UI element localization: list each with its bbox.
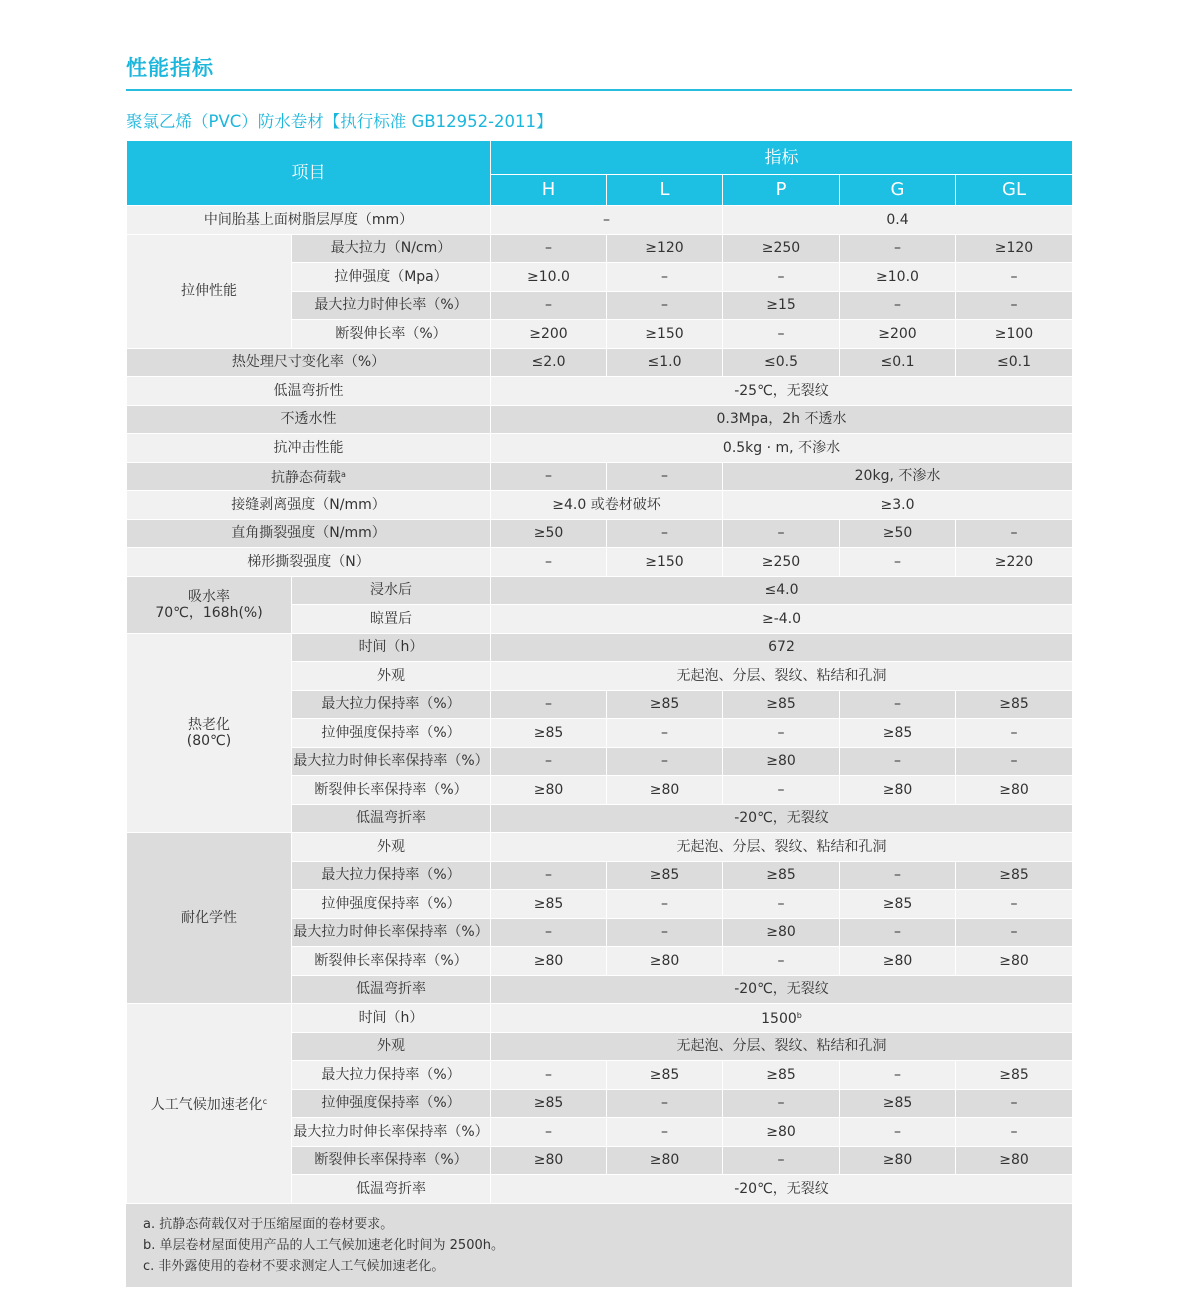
cell: ≥85 xyxy=(723,1061,840,1090)
cell: – xyxy=(723,320,840,349)
value-text: 1500 xyxy=(761,1011,797,1028)
row-label xyxy=(127,462,491,491)
cell: ≥120 xyxy=(607,234,723,263)
cell: ≤1.0 xyxy=(607,348,723,377)
row-label: 抗冲击性能 xyxy=(127,434,491,463)
row-label: 断裂伸长率保持率（%） xyxy=(292,947,491,976)
cell: ≥80 xyxy=(956,947,1073,976)
cell: 0.5kg · m, 不渗水 xyxy=(491,434,1073,463)
row-label: 拉伸强度保持率（%） xyxy=(292,719,491,748)
cell: ≥80 xyxy=(491,776,607,805)
cell: 无起泡、分层、裂纹、粘结和孔洞 xyxy=(491,1032,1073,1061)
cell: – xyxy=(723,263,840,292)
cell: ≥85 xyxy=(607,1061,723,1090)
table-row xyxy=(127,1004,1073,1033)
cell: – xyxy=(840,918,956,947)
cell: ≥85 xyxy=(956,690,1073,719)
cell: – xyxy=(491,747,607,776)
cell: ≥85 xyxy=(723,861,840,890)
cell: ≥80 xyxy=(840,776,956,805)
cell: – xyxy=(607,519,723,548)
header-type-g: G xyxy=(840,175,956,206)
cell: – xyxy=(723,947,840,976)
cell: ≥100 xyxy=(956,320,1073,349)
group-label: 耐化学性 xyxy=(127,833,292,1004)
cell: – xyxy=(956,719,1073,748)
cell: ≥85 xyxy=(956,861,1073,890)
table-row xyxy=(127,491,1073,520)
cell: – xyxy=(607,719,723,748)
row-label: 时间（h） xyxy=(292,633,491,662)
cell: ≥85 xyxy=(607,690,723,719)
row-label: 断裂伸长率保持率（%） xyxy=(292,1146,491,1175)
cell: – xyxy=(491,1118,607,1147)
page-title: 性能指标 xyxy=(126,56,214,80)
cell: ≤2.0 xyxy=(491,348,607,377)
cell: – xyxy=(840,234,956,263)
header-row xyxy=(127,141,1073,175)
cell: – xyxy=(607,890,723,919)
cell: – xyxy=(491,861,607,890)
spec-table xyxy=(126,140,1073,1204)
row-label: 热处理尺寸变化率（%） xyxy=(127,348,491,377)
cell: 672 xyxy=(491,633,1073,662)
row-label: 低温弯折率 xyxy=(292,804,491,833)
row-label: 梯形撕裂强度（N） xyxy=(127,548,491,577)
cell: ≥120 xyxy=(956,234,1073,263)
group-label xyxy=(127,633,292,833)
row-label: 接缝剥离强度（N/mm） xyxy=(127,491,491,520)
row-label: 最大拉力时伸长率（%） xyxy=(292,291,491,320)
cell: ≥80 xyxy=(491,1146,607,1175)
cell: – xyxy=(840,861,956,890)
cell: -20℃，无裂纹 xyxy=(491,1175,1073,1204)
cell: – xyxy=(607,263,723,292)
cell: – xyxy=(491,548,607,577)
table-row xyxy=(127,548,1073,577)
cell: ≥50 xyxy=(840,519,956,548)
cell: – xyxy=(723,1089,840,1118)
header-type-p: P xyxy=(723,175,840,206)
cell: 0.4 xyxy=(723,206,1073,235)
label-text: 抗静态荷载 xyxy=(271,469,342,486)
row-label: 低温弯折性 xyxy=(127,377,491,406)
cell: ≥80 xyxy=(723,918,840,947)
cell: – xyxy=(607,462,723,491)
cell: – xyxy=(723,890,840,919)
title-divider xyxy=(126,89,1072,91)
table-subtitle: 聚氯乙烯（PVC）防水卷材【执行标准 GB12952-2011】 xyxy=(126,112,553,131)
row-label: 拉伸强度保持率（%） xyxy=(292,890,491,919)
cell: – xyxy=(723,776,840,805)
group-label-line: 70℃，168h(%) xyxy=(155,604,263,621)
group-label xyxy=(127,1004,292,1204)
cell: ≥80 xyxy=(956,1146,1073,1175)
cell: ≤0.1 xyxy=(840,348,956,377)
row-label: 直角撕裂强度（N/mm） xyxy=(127,519,491,548)
group-label: 拉伸性能 xyxy=(127,234,292,348)
cell: ≥85 xyxy=(607,861,723,890)
row-label: 最大拉力保持率（%） xyxy=(292,690,491,719)
row-label: 拉伸强度保持率（%） xyxy=(292,1089,491,1118)
cell: ≥200 xyxy=(840,320,956,349)
cell: ≥80 xyxy=(956,776,1073,805)
cell: – xyxy=(491,690,607,719)
header-item: 项目 xyxy=(127,141,491,206)
label-text: 人工气候加速老化 xyxy=(150,1096,263,1113)
footnote-mark: c xyxy=(262,1096,268,1106)
cell: – xyxy=(607,918,723,947)
cell: ≥220 xyxy=(956,548,1073,577)
cell: 无起泡、分层、裂纹、粘结和孔洞 xyxy=(491,833,1073,862)
cell: – xyxy=(491,918,607,947)
cell: – xyxy=(491,1061,607,1090)
cell: – xyxy=(840,747,956,776)
cell: – xyxy=(956,291,1073,320)
group-label-line: (80℃) xyxy=(186,732,232,749)
cell: ≥150 xyxy=(607,548,723,577)
table-row xyxy=(127,434,1073,463)
cell: – xyxy=(607,1118,723,1147)
cell: – xyxy=(723,519,840,548)
cell: ≥85 xyxy=(491,1089,607,1118)
cell: – xyxy=(956,263,1073,292)
table-row xyxy=(127,348,1073,377)
cell: -25℃，无裂纹 xyxy=(491,377,1073,406)
footnote: b. 单层卷材屋面使用产品的人工气候加速老化时间为 2500h。 xyxy=(143,1238,504,1253)
cell: 20kg, 不渗水 xyxy=(723,462,1073,491)
row-label: 最大拉力时伸长率保持率（%） xyxy=(292,747,491,776)
cell: ≤4.0 xyxy=(491,576,1073,605)
cell: ≥80 xyxy=(491,947,607,976)
cell: – xyxy=(491,462,607,491)
row-label: 外观 xyxy=(292,662,491,691)
cell: ≥50 xyxy=(491,519,607,548)
cell: – xyxy=(840,690,956,719)
table-row xyxy=(127,377,1073,406)
table-row xyxy=(127,576,1073,605)
cell: – xyxy=(491,291,607,320)
cell: – xyxy=(840,548,956,577)
cell: ≥200 xyxy=(491,320,607,349)
cell: ≥80 xyxy=(607,947,723,976)
cell: – xyxy=(956,918,1073,947)
cell: ≥80 xyxy=(723,747,840,776)
table-row xyxy=(127,833,1073,862)
cell: ≤0.1 xyxy=(956,348,1073,377)
group-label-line: 吸水率 xyxy=(188,588,230,605)
cell: ≥250 xyxy=(723,234,840,263)
cell: ≥85 xyxy=(723,690,840,719)
footnote-mark: b xyxy=(796,1011,802,1021)
cell: ≥80 xyxy=(607,776,723,805)
group-label-line: 热老化 xyxy=(188,716,230,733)
cell: ≥10.0 xyxy=(491,263,607,292)
cell: ≥150 xyxy=(607,320,723,349)
row-label: 最大拉力（N/cm） xyxy=(292,234,491,263)
cell: ≥80 xyxy=(840,947,956,976)
cell: ≥85 xyxy=(491,890,607,919)
table-row xyxy=(127,519,1073,548)
row-label: 时间（h） xyxy=(292,1004,491,1033)
row-label: 外观 xyxy=(292,833,491,862)
cell: ≥80 xyxy=(723,1118,840,1147)
cell: 无起泡、分层、裂纹、粘结和孔洞 xyxy=(491,662,1073,691)
cell: – xyxy=(840,1061,956,1090)
cell: ≤0.5 xyxy=(723,348,840,377)
row-label: 拉伸强度（Mpa） xyxy=(292,263,491,292)
table-row xyxy=(127,405,1073,434)
cell: -20℃，无裂纹 xyxy=(491,975,1073,1004)
table-row xyxy=(127,633,1073,662)
row-label: 晾置后 xyxy=(292,605,491,634)
cell: – xyxy=(607,747,723,776)
cell: – xyxy=(723,719,840,748)
header-index: 指标 xyxy=(491,141,1073,175)
cell: ≥4.0 或卷材破坏 xyxy=(491,491,723,520)
row-label: 最大拉力保持率（%） xyxy=(292,861,491,890)
cell: ≥85 xyxy=(840,1089,956,1118)
cell: ≥85 xyxy=(956,1061,1073,1090)
cell: – xyxy=(956,747,1073,776)
row-label: 最大拉力时伸长率保持率（%） xyxy=(292,918,491,947)
cell: ≥85 xyxy=(840,890,956,919)
group-label xyxy=(127,576,292,633)
row-label: 低温弯折率 xyxy=(292,975,491,1004)
header-type-gl: GL xyxy=(956,175,1073,206)
cell xyxy=(491,1004,1073,1033)
table-row xyxy=(127,234,1073,263)
footnote: c. 非外露使用的卷材不要求测定人工气候加速老化。 xyxy=(143,1259,445,1274)
cell: – xyxy=(607,291,723,320)
row-label: 浸水后 xyxy=(292,576,491,605)
cell: ≥80 xyxy=(607,1146,723,1175)
cell: – xyxy=(607,1089,723,1118)
cell: – xyxy=(491,206,723,235)
cell: -20℃，无裂纹 xyxy=(491,804,1073,833)
cell: – xyxy=(723,1146,840,1175)
footnotes xyxy=(126,1204,1072,1287)
row-label: 最大拉力时伸长率保持率（%） xyxy=(292,1118,491,1147)
cell: 0.3Mpa，2h 不透水 xyxy=(491,405,1073,434)
cell: – xyxy=(956,519,1073,548)
cell: ≥250 xyxy=(723,548,840,577)
cell: – xyxy=(956,890,1073,919)
cell: – xyxy=(840,1118,956,1147)
row-label: 中间胎基上面树脂层厚度（mm） xyxy=(127,206,491,235)
row-label: 低温弯折率 xyxy=(292,1175,491,1204)
header-type-l: L xyxy=(607,175,723,206)
cell: – xyxy=(840,291,956,320)
footnote: a. 抗静态荷载仅对于压缩屋面的卷材要求。 xyxy=(143,1217,394,1232)
cell: ≥3.0 xyxy=(723,491,1073,520)
cell: ≥15 xyxy=(723,291,840,320)
cell: ≥-4.0 xyxy=(491,605,1073,634)
table-row xyxy=(127,462,1073,491)
row-label: 外观 xyxy=(292,1032,491,1061)
footnote-mark: a xyxy=(341,469,346,479)
header-type-h: H xyxy=(491,175,607,206)
cell: – xyxy=(956,1089,1073,1118)
cell: ≥85 xyxy=(491,719,607,748)
row-label: 断裂伸长率（%） xyxy=(292,320,491,349)
table-row xyxy=(127,206,1073,235)
cell: ≥10.0 xyxy=(840,263,956,292)
cell: – xyxy=(956,1118,1073,1147)
cell: ≥80 xyxy=(840,1146,956,1175)
cell: – xyxy=(491,234,607,263)
row-label: 断裂伸长率保持率（%） xyxy=(292,776,491,805)
row-label: 不透水性 xyxy=(127,405,491,434)
row-label: 最大拉力保持率（%） xyxy=(292,1061,491,1090)
cell: ≥85 xyxy=(840,719,956,748)
